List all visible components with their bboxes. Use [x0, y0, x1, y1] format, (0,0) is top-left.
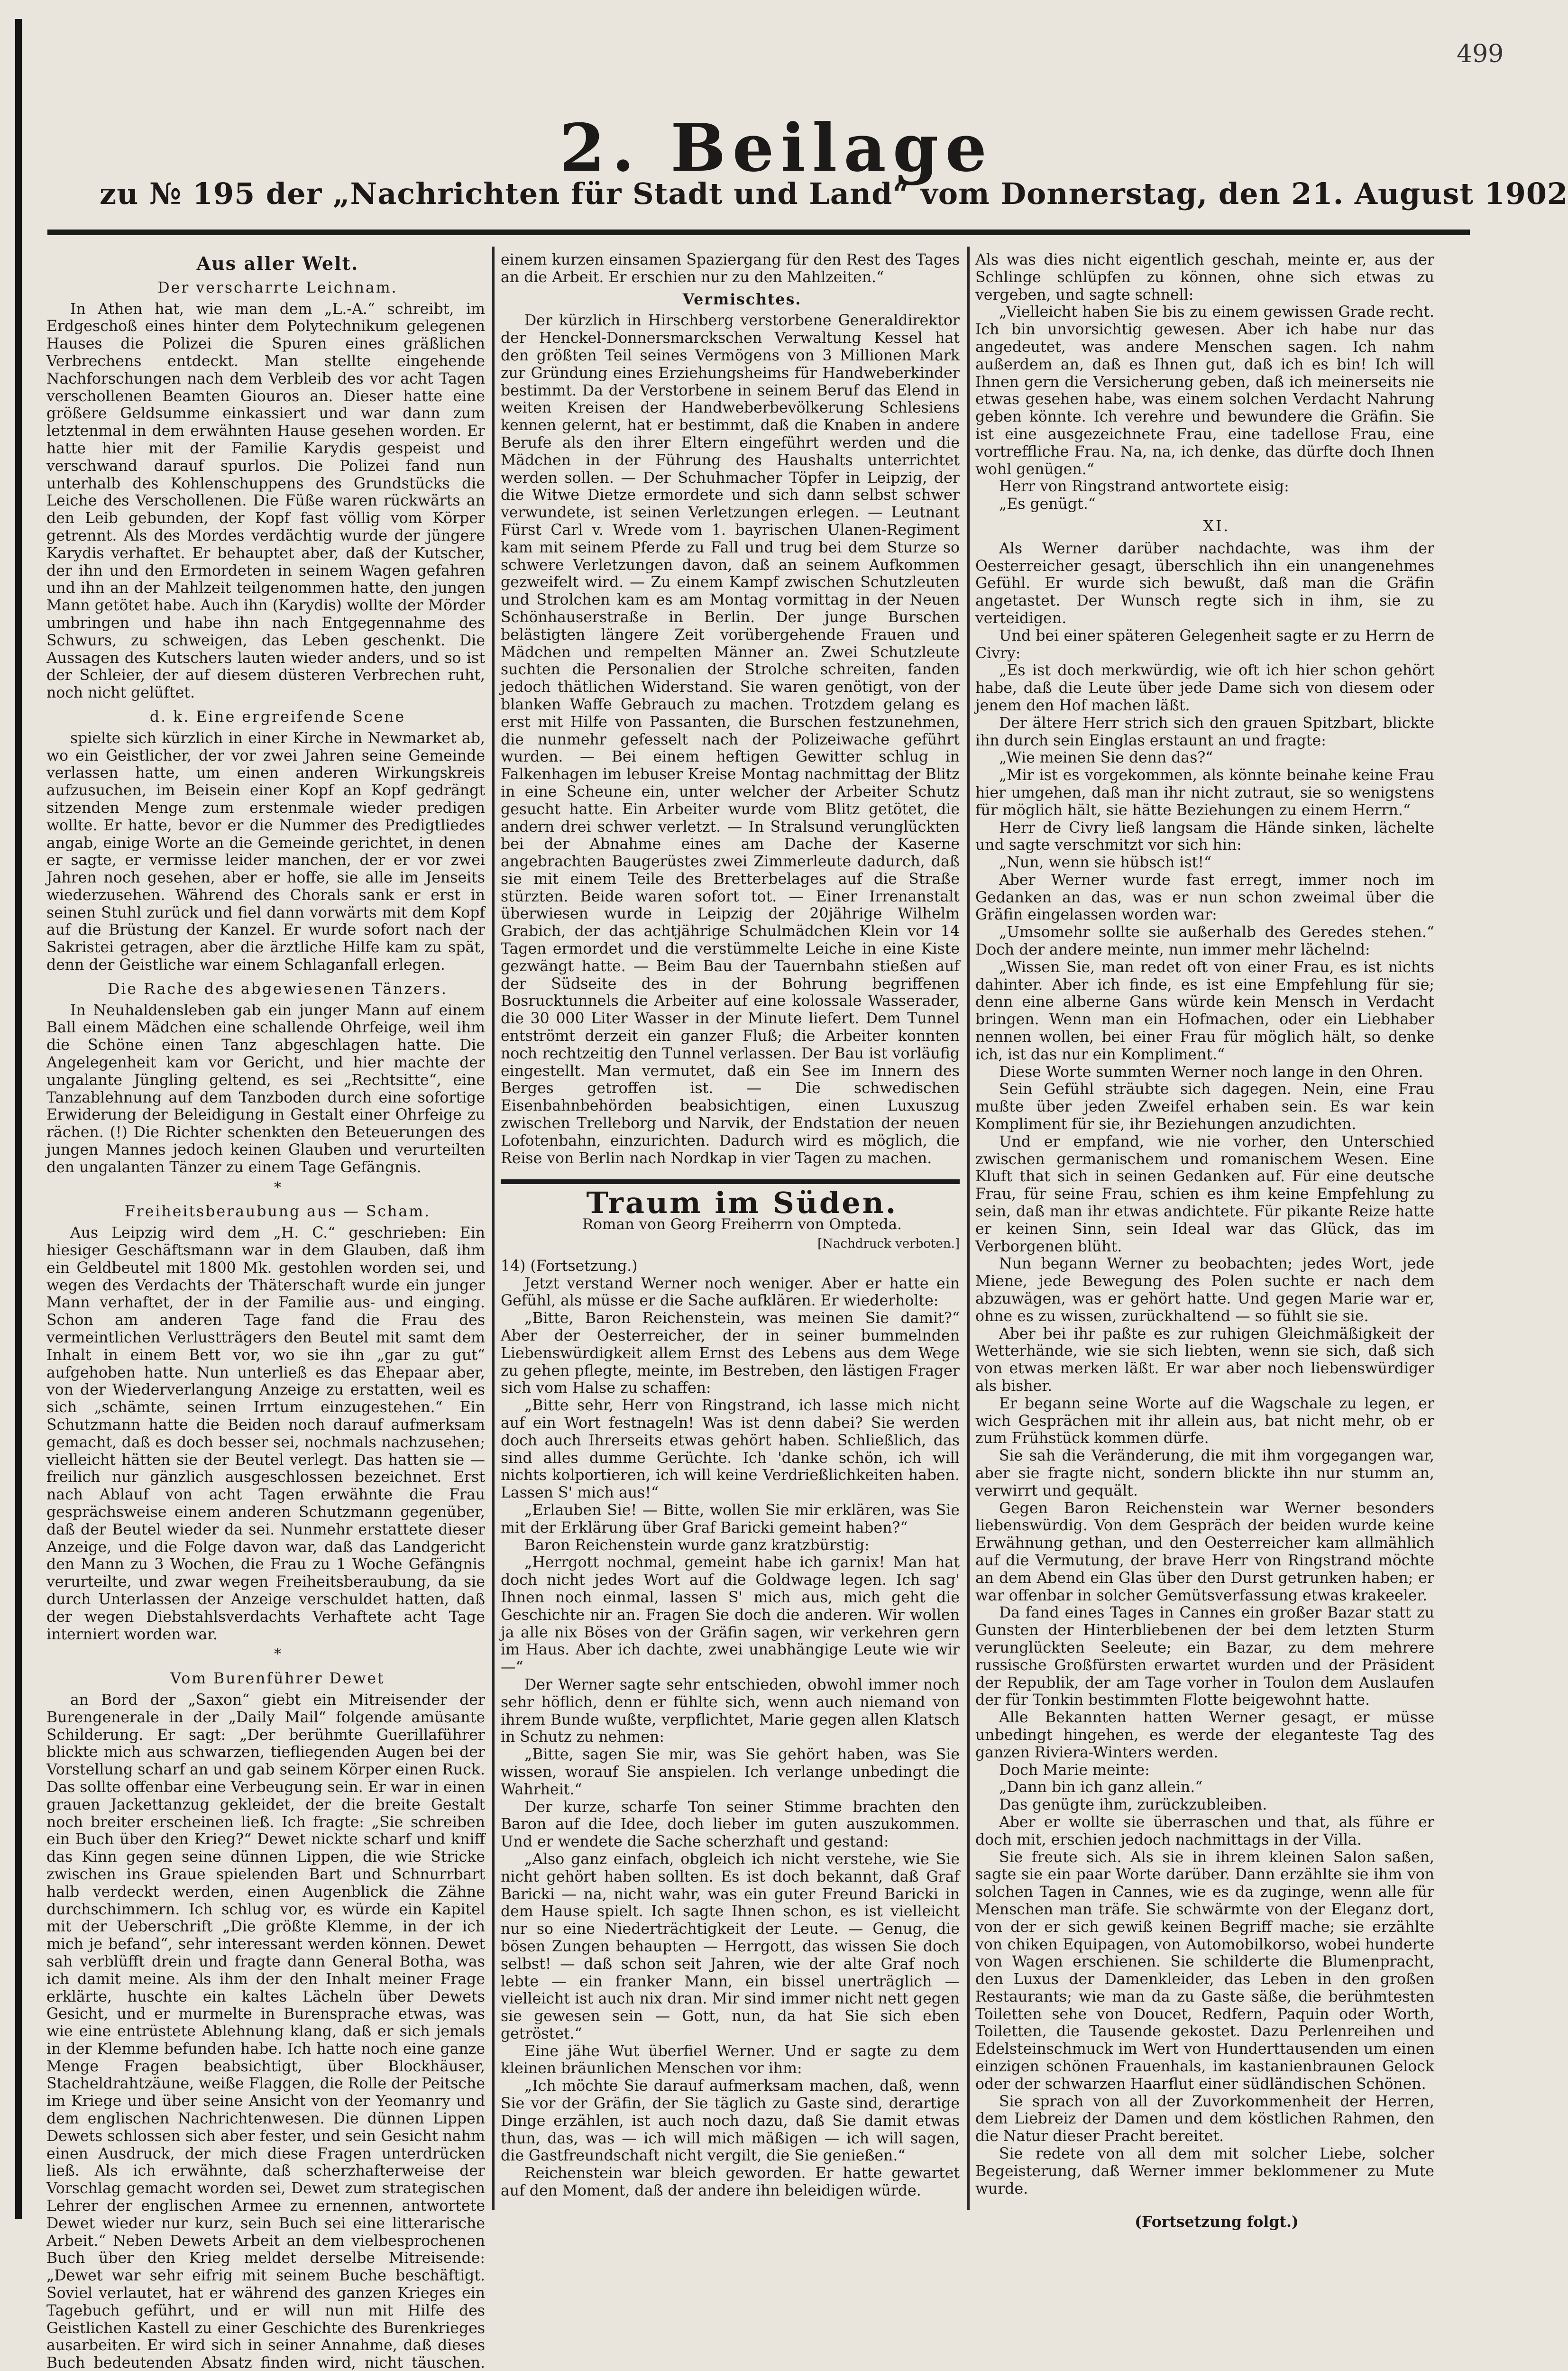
paragraph: Aber Werner wurde fast erregt, immer noch im Gedanken an das, was er nun schon zweimal über die Gräfin eingelassen worden war:: [975, 871, 1434, 924]
serial-author: Roman von Georg Freiherrn von Ompteda.: [582, 1216, 902, 1233]
paragraph: Herr von Ringstrand antwortete eisig:: [999, 478, 1289, 496]
supplement-subtitle: zu № 195 der „Nachrichten für Stadt und Land“ vom Donnerstag, den 21. August 1902: [100, 176, 1568, 211]
section-heading: Vermischtes.: [682, 290, 802, 308]
paragraph: Der ältere Herr strich sich den grauen Spitzbart, blickte ihn durch sein Einglas erstaunt an und fragte:: [975, 714, 1434, 749]
paragraph: „Wie meinen Sie denn das?“: [999, 749, 1213, 767]
paragraph: „Bitte, sagen Sie mir, was Sie gehört haben, was Sie wissen, worauf Sie anspielen. Ich verlange unbedingt die Wahrheit.“: [501, 1746, 960, 1798]
paragraph: Aber er wollte sie überraschen und that, als führe er doch mit, erschien jedoch nachmittags in der Villa.: [975, 1813, 1434, 1848]
story-rule: [501, 1179, 960, 1184]
paragraph: „Erlauben Sie! — Bitte, wollen Sie mir erklären, was Sie mit der Erklärung über Graf Baricki gemeint haben?“: [501, 1501, 960, 1536]
article-headline: Die Rache des abgewiesenen Tänzers.: [108, 980, 448, 998]
paragraph: Und bei einer späteren Gelegenheit sagte er zu Herrn de Civry:: [975, 627, 1434, 662]
paragraph: Sie sah die Veränderung, die mit ihm vorgegangen war, aber sie fragte nicht, sondern blickte ihn nur stumm an, verwirrt und gequält.: [975, 1447, 1434, 1499]
paragraph: „Ich möchte Sie darauf aufmerksam machen, daß, wenn Sie vor der Gräfin, der Sie täglich zu Gaste sind, derartige Dinge erzählen, ist auch noch dazu, daß Sie damit etwas thun, das, was — ich will mich mäßigen — ich will sagen, die Gastfreundschaft nicht vergilt, die Sie genießen.“: [501, 2077, 960, 2165]
paragraph: „Dann bin ich ganz allein.“: [999, 1779, 1203, 1796]
paragraph: Sie sprach von all der Zuvorkommenheit der Herren, dem Liebreiz der Damen und dem köstlichen Rahmen, den die Natur dieser Pracht bereitet.: [975, 2093, 1434, 2145]
paragraph: In Neuhaldensleben gab ein junger Mann auf einem Ball einem Mädchen eine schallende Ohrfeige, weil ihm die Schöne einen Tanz abgeschlagen hatte. Die Angelegenheit kam vor Gericht, und hier machte der ungalante Jüngling geltend, es sei „Rechtsitte“, eine Tanzablehnung auf dem Tanzboden durch eine sofortige Erwiderung der Beleidigung in Gestalt einer Ohrfeige zu rächen. (!) Die Richter schenkten den Beteuerungen des jungen Mannes jedoch keinen Glauben und verurteilten den ungalanten Tänzer zu einem Tage Gefängnis.: [46, 1002, 485, 1176]
article-headline: Freiheitsberaubung aus — Scham.: [124, 1203, 431, 1221]
paragraph: Und er empfand, wie nie vorher, den Unterschied zwischen germanischem und romanischem Wesen. Eine Kluft that sich in seinen Gedanken auf. Für eine deutsche Frau, für seine Frau, schien es ihm keine Empfehlung zu sein, daß man ihr etwas andichtete. Für pikante Reize hatte er keinen Sinn, sein Ideal war das Glück, das im Verborgenen blüht.: [975, 1133, 1434, 1255]
paragraph: Aus Leipzig wird dem „H. C.“ geschrieben: Ein hiesiger Geschäftsmann war in dem Glauben, daß ihm ein Geldbeutel mit 1800 Mk. gestohlen worden sei, und wegen des Verdachts der Thäterschaft wurde ein junger Mann verhaftet, der in der Familie aus- und einging. Schon am anderen Tage fand die Frau des vermeintlichen Verlustträgers den Beutel mit samt dem Inhalt in einem Bett vor, wo sie ihn „gar zu gut“ aufgehoben hatte. Nun unterließ es das Ehepaar aber, von der Wiederverlangung Anzeige zu erstatten, weil es sich „schämte, seinen Irrtum einzugestehen.“ Ein Schutzmann hatte die Beiden noch darauf aufmerksam gemacht, daß es doch besser sei, nochmals nachzusehen; vielleicht hätten sie der Beutel verlegt. Das hatten sie — freilich nur gänzlich ausgeschlossen bezeichnet. Erst nach Ablauf von acht Tagen erwähnte die Frau gesprächsweise einem anderen Schutzmann gegenüber, daß der Beutel wieder da sei. Nunmehr erstattete dieser Anzeige, und die Folge davon war, daß das Landgericht den Mann zu 3 Wochen, die Frau zu 1 Woche Gefängnis verurteilte, und zwar wegen Freiheitsberaubung, da sie durch Unterlassen der Anzeige verschuldet hatten, daß der wegen Diebstahlsverdachts Verhaftete acht Tage interniert worden war.: [46, 1224, 485, 1643]
paragraph: In Athen hat, wie man dem „L.-A.“ schreibt, im Erdgeschoß eines hinter dem Polytechnikum gelegenen Hauses die Polizei die Spuren eines gräßlichen Verbrechens entdeckt. Man stellte eingehende Nachforschungen nach dem Verbleib des vor acht Tagen verschollenen Beamten Giouros an. Dieser hatte eine größere Geldsumme einkassiert und war dann zum letztenmal in dem erwähnten Hause gesehen worden. Er hatte hier mit der Familie Karydis gespeist und verschwand darauf spurlos. Die Polizei fand nun unterhalb des Kohlenschuppens des Grundstücks die Leiche des Verschollenen. Die Füße waren rückwärts an den Leib gebunden, der Kopf fast völlig vom Körper getrennt. Als des Mordes verdächtig wurde der jüngere Karydis verhaftet. Er behauptet aber, daß der Kutscher, der ihn und den Ermordeten in seinem Wagen gefahren und ihn an der Mahlzeit teilgenommen hatte, den jungen Mann getötet habe. Auch ihn (Karydis) wollte der Mörder umbringen und habe ihn nach Entgegennahme des Schwurs, zu schweigen, das Leben geschenkt. Die Aussagen des Kutschers lauten wieder anders, und so ist der Schleier, der auf diesem düsteren Verbrechen ruht, noch nicht gelüftet.: [46, 300, 485, 702]
paragraph: Eine jähe Wut überfiel Werner. Und er sagte zu dem kleinen bräunlichen Menschen vor ihm:: [501, 2042, 960, 2077]
paragraph: 14) (Fortsetzung.): [501, 1257, 638, 1275]
section-separator: *: [274, 1179, 281, 1196]
column-3: [975, 251, 1434, 2231]
paragraph: „Nun, wenn sie hübsch ist!“: [999, 854, 1212, 872]
paragraph: Sein Gefühl sträubte sich dagegen. Nein, eine Frau mußte über jeden Zweifel erhaben sein. Es war kein Kompliment für sie, ihr Beziehungen anzudichten.: [975, 1081, 1434, 1133]
paragraph: einem kurzen einsamen Spaziergang für den Rest des Tages an die Arbeit. Er erschien nur zu den Mahlzeiten.“: [501, 251, 960, 286]
column-2: [501, 251, 960, 2210]
paragraph: „Bitte sehr, Herr von Ringstrand, ich lasse mich nicht auf ein Wort festnageln! Was ist denn dabei? Sie werden doch auch Ihrerseits etwas gehört haben. Schließlich, das sind alles dumme Gerüchte. Ich 'danke schön, ich will nichts kolportieren, ich will keine Verdrießlichkeiten haben. Lassen S' mich aus!“: [501, 1397, 960, 1502]
paragraph: spielte sich kürzlich in einer Kirche in Newmarket ab, wo ein Geistlicher, der vor zwei Jahren seine Gemeinde verlassen hatte, um einen anderen Wirkungskreis aufzusuchen, im Beisein einer Kopf an Kopf gedrängt sitzenden Menge zum erstenmale wieder predigen wollte. Er hatte, bevor er die Nummer des Predigtliedes angab, einige Worte an die Gemeinde gerichtet, in denen er sagte, er vermisse leider manchen, der er vor zwei Jahren noch gesehen, aber er hoffe, sie alle im Jenseits wiederzusehen. Während des Chorals sank er erst in seinen Stuhl zurück und fiel dann vorwärts mit dem Kopf auf die Brüstung der Kanzel. Er wurde sofort nach der Sakristei getragen, aber die ärztliche Hilfe kam zu spät, denn der Geistliche war einem Schlaganfall erlegen.: [46, 729, 485, 974]
masthead-rule: [47, 230, 1470, 235]
paragraph: „Es genügt.“: [999, 496, 1096, 513]
article-headline: Der verscharrte Leichnam.: [157, 279, 398, 296]
section-separator: *: [274, 1646, 281, 1663]
paragraph: Der kürzlich in Hirschberg verstorbene Generaldirektor der Henckel-Donnersmarckschen Verwaltung Kessel hat den größten Teil seines Vermögens von 3 Millionen Mark zur Gründung eines Erziehungsheims für Handweberkinder bestimmt. Da der Verstorbene in seinem Beruf das Elend in weiten Kreisen der Handweberbevölkerung Schlesiens kennen gelernt, hat er bestimmt, daß die Knaben in andere Berufe als den ihrer Eltern eingeführt werden und die Mädchen in der Führung des Haushalts unterrichtet werden sollen. — Der Schuhmacher Töpfer in Leipzig, der die Witwe Dietze ermordete und sich dann selbst schwer verwundete, ist seinen Verletzungen erlegen. — Leutnant Fürst Carl v. Wrede vom 1. bayrischen Ulanen-Regiment kam mit seinem Pferde zu Fall und trug bei dem Sturze so schwere Verletzungen davon, daß an seinem Aufkommen gezweifelt wird. — Zu einem Kampf zwischen Schutzleuten und Strolchen kam es am Montag vormittag in der Neuen Schönhauserstraße in Berlin. Der junge Burschen belästigten längere Zeit vorübergehende Frauen und Mädchen und rempelten Männer an. Zwei Schutzleute suchten die Personalien der Strolche schreiten, fanden jedoch thätlichen Widerstand. Sie waren genötigt, von der blanken Waffe Gebrauch zu machen. Trotzdem gelang es erst mit Hilfe von Passanten, die Burschen festzunehmen, die nunmehr gefesselt nach der Polizeiwache geführt wurden. — Bei einem heftigen Gewitter schlug in Falkenhagen im lebuser Kreise Montag nachmittag der Blitz in eine Scheune ein, unter welcher der Arbeiter Schutz gesucht hatte. Ein Arbeiter wurde vom Blitz getötet, die andern drei schwer verletzt. — In Stralsund verunglückten bei der Abnahme eines am Dache der Kaserne angebrachten Baugerüstes zwei Zimmerleute dadurch, daß sie mit einem Teile des Bretterbelages auf die Straße stürzten. Beide waren sofort tot. — Einer Irrenanstalt überwiesen wurde in Leipzig der 20jährige Wilhelm Grabich, der das achtjährige Schulmädchen Klein vor 14 Tagen ermordet und die verstümmelte Leiche in eine Kiste gezwängt hatte. — Beim Bau der Tauernbahn stießen auf der Südseite des in der Bohrung begriffenen Bosrucktunnels die Arbeiter auf eine kolossale Wasserader, die 30 000 Liter Wasser in der Minute liefert. Dem Tunnel entströmt derzeit ein ganzer Fluß; die Arbeiter konnten noch rechtzeitig den Tunnel verlassen. Der Bau ist vorläufig eingestellt. Man vermutet, daß ein See im Innern des Berges getroffen ist. — Die schwedischen Eisenbahnbehörden beabsichtigen, einen Luxuszug zwischen Trelleborg und Narvik, der Endstation der neuen Lofotenbahn, einzurichten. Dadurch wird es möglich, die Reise von Berlin nach Nordkap in vier Tagen zu machen.: [501, 312, 960, 1167]
paragraph: „Mir ist es vorgekommen, als könnte beinahe keine Frau hier umgehen, daß man ihr nicht zutraut, sie so wenigstens für möglich hält, sie hätte Beziehungen zu einem Herrn.“: [975, 767, 1434, 819]
paragraph: Aber bei ihr paßte es zur ruhigen Gleichmäßigkeit der Wetterhände, wie sie sich liebten, wenn sie sich, daß sich von etwas merken läßt. Er war aber noch liebenswürdiger als bisher.: [975, 1325, 1434, 1395]
column-divider: [492, 247, 495, 2210]
serial-title: Traum im Süden.: [586, 1186, 898, 1221]
paragraph: Sie freute sich. Als sie in ihrem kleinen Salon saßen, sagte sie ein paar Worte darüber. Dann erzählte sie ihm von solchen Tagen in Cannes, wie es da zuginge, wenn alle für Menschen man träfe. Sie schwärmte von der Eleganz dort, von der er sich gewiß keinen Begriff mache; sie erzählte von chiken Equipagen, von Automobilkorso, wobei hunderte von Wagen erschienen. Sie schilderte die Blumenpracht, den Luxus der Damenkleider, das Leben in den großen Restaurants; wie man da zu Gaste säße, die berühmtesten Toiletten sehe von Doucet, Redfern, Paquin oder Worth, Toiletten, die Tausende gekostet. Dazu Perlenreihen und Edelsteinschmuck im Wert von Hunderttausenden um einen einzigen schönen Frauenhals, im kastanienbraunen Gelock oder der schwarzen Haarflut einer südländischen Schönen.: [975, 1848, 1434, 2093]
paragraph: Er begann seine Worte auf die Wagschale zu legen, er wich Gesprächen mit ihr allein aus, bat nicht mehr, ob er zum Frühstück kommen dürfe.: [975, 1395, 1434, 1447]
article-headline: d. k. Eine ergreifende Scene: [149, 708, 406, 726]
paragraph: „Vielleicht haben Sie bis zu einem gewissen Grade recht. Ich bin unvorsichtig gewesen. Aber ich habe nur das angedeutet, was andere Menschen sagen. Ich nahm außerdem an, daß es Ihnen gut, daß ich es bin! Ich will Ihnen gern die Versicherung geben, daß ich meinerseits nie etwas gesehen habe, was einem solchen Verdacht Nahrung geben könnte. Ich verehre und bewundere die Gräfin. Sie ist eine ausgezeichnete Frau, eine tadellose Frau, eine vortreffliche Frau. Na, na, ich denke, das dürfte doch Ihnen wohl genügen.“: [975, 303, 1434, 478]
binding-edge: [15, 19, 22, 2219]
paragraph: Nun begann Werner zu beobachten; jedes Wort, jede Miene, jede Bewegung des Polen suchte er nach dem abzuwägen, was er gehört hatte. Und gegen Marie war er, ohne es zu wissen, zurückhaltend — so fühlt sie sie.: [975, 1255, 1434, 1325]
paragraph: Da fand eines Tages in Cannes ein großer Bazar statt zu Gunsten der Hinterbliebenen der bei dem letzten Sturm verunglückten Seeleute; ein Bazar, zu dem mehrere russische Großfürsten erwartet wurden und der Präsident der Republik, der am Tage vorher in Toulon dem Auslaufen der für Tonkin bestimmten Flotte beigewohnt hatte.: [975, 1604, 1434, 1709]
paragraph: Doch Marie meinte:: [999, 1761, 1150, 1779]
paragraph: Herr de Civry ließ langsam die Hände sinken, lächelte und sagte verschmitzt vor sich hin:: [975, 819, 1434, 854]
paragraph: Als was dies nicht eigentlich geschah, meinte er, aus der Schlinge schlüpfen zu können, ohne sich etwas zu vergeben, und sagte schnell:: [975, 251, 1434, 303]
article-headline: Vom Burenführer Dewet: [170, 1670, 385, 1688]
chapter-number: XI.: [1203, 517, 1230, 535]
paragraph: Jetzt verstand Werner noch weniger. Aber er hatte ein Gefühl, als müsse er die Sache aufklären. Er wiederholte:: [501, 1275, 960, 1310]
paragraph: Alle Bekannten hatten Werner gesagt, er müsse unbedingt hingehen, es werde der eleganteste Tag des ganzen Riviera-Winters werden.: [975, 1709, 1434, 1761]
reprint-notice: [Nachdruck verboten.]: [817, 1237, 960, 1251]
supplement-title: 2. Beilage: [559, 109, 994, 186]
paragraph: „Umsomehr sollte sie außerhalb des Geredes stehen.“ Doch der andere meinte, nun immer mehr lächelnd:: [975, 924, 1434, 959]
continuation-note: (Fortsetzung folgt.): [1135, 2213, 1299, 2231]
paragraph: Der kurze, scharfe Ton seiner Stimme brachten den Baron auf die Idee, doch lieber im guten auszukommen. Und er wendete die Sache scherzhaft und gestand:: [501, 1798, 960, 1851]
section-title: Aus aller Welt.: [196, 253, 359, 274]
paragraph: Baron Reichenstein wurde ganz kratzbürstig:: [524, 1536, 870, 1554]
paragraph: Sie redete von all dem mit solcher Liebe, solcher Begeisterung, daß Werner immer beklommener zu Mute wurde.: [975, 2145, 1434, 2197]
paragraph: „Herrgott nochmal, gemeint habe ich garnix! Man hat doch nicht jedes Wort auf die Goldwage legen. Ich sag' Ihnen noch einmal, lassen S' mich aus, mich geht die Geschichte nir an. Fragen Sie doch die anderen. Wir wollen ja alle nix Böses von der Gräfin sagen, wir verkehren gern im Haus. Aber ich dachte, zwei unabhängige Leute wie wir —“: [501, 1554, 960, 1676]
paragraph: „Wissen Sie, man redet oft von einer Frau, es ist nichts dahinter. Aber ich finde, es ist eine Empfehlung für sie; denn eine alberne Gans würde kein Mensch in Verdacht bringen. Wenn man ein Hofmachen, oder ein Liebhaber nennen wollen, bei einer Frau für möglich hält, so denke ich, ist das nur ein Kompliment.“: [975, 958, 1434, 1063]
paragraph: Der Werner sagte sehr entschieden, obwohl immer noch sehr höflich, denn er fühlte sich, wenn auch niemand von ihrem Bunde wußte, verpflichtet, Marie gegen allen Klatsch in Schutz zu nehmen:: [501, 1676, 960, 1746]
column-divider: [967, 247, 970, 2210]
paragraph: Als Werner darüber nachdachte, was ihm der Oesterreicher gesagt, überschlich ihn ein unangenehmes Gefühl. Er wurde sich bewußt, daß man die Gräfin angetastet. Der Wunsch regte sich in ihm, sie zu verteidigen.: [975, 540, 1434, 627]
paragraph: an Bord der „Saxon“ giebt ein Mitreisender der Burengenerale in der „Daily Mail“ folgende amüsante Schilderung. Er sagt: „Der berühmte Guerillaführer blickte mich aus schwarzen, tiefliegenden Augen bei der Vorstellung scharf an und gab seinem Körper einen Ruck. Das sollte offenbar eine Verbeugung sein. Er war in einen grauen Jackettanzug gekleidet, der die breite Gestalt noch breiter erscheinen ließ. Ich fragte: „Sie schreiben ein Buch über den Krieg?“ Dewet nickte scharf und kniff das Kinn gegen seine dünnen Lippen, die wie Stricke zwischen ins Graue spielenden Bart und Schnurrbart halb verdeckt werden, einen Augenblick die Zähne durchschimmern. Ich schlug vor, es würde ein Kapitel mit der Ueberschrift „Die größte Klemme, in der ich mich je befand“, sehr interessant werden können. Dewet sah verblüfft drein und fragte dann General Botha, was ich damit meine. Als ihm der den Inhalt meiner Frage erklärte, huschte ein kaltes Lächeln über Dewets Gesicht, und er murmelte in Burensprache etwas, was wie eine entrüstete Ablehnung klang, daß er sich jemals in der Klemme befunden habe. Ich hatte noch eine ganze Menge Fragen beabsichtigt, über Blockhäuser, Stacheldrahtzäune, weiße Flaggen, die Rolle der Peitsche im Kriege und über seine Ansicht von der Yeomanry und dem englischen Nachrichtenwesen. Die dünnen Lippen Dewets schlossen sich aber fester, und sein Gesicht nahm einen Ausdruck, der mich diese Fragen unterdrücken ließ. Als ich erwähnte, daß scherzhafterweise der Vorschlag gemacht worden sei, Dewet zum strategischen Lehrer der englischen Armee zu ernennen, antwortete Dewet wieder nur kurz, sein Buch sei eine litterarische Arbeit.“ Neben Dewets Arbeit an dem vielbesprochenen Buch über den Krieg meldet derselbe Mitreisende: „Dewet war sehr eifrig mit seinem Buche beschäftigt. Soviel verlautet, hat er während des ganzen Krieges ein Tagebuch geführt, und er will nun mit Hilfe des Geistlichen Kastell zu einer Geschichte des Burenkrieges ausarbeiten. Er wird sich in seiner Annahme, daß dieses Buch bedeutenden Absatz finden wird, nicht täuschen.: [46, 1691, 485, 2371]
paragraph: „Bitte, Baron Reichenstein, was meinen Sie damit?“ Aber der Oesterreicher, der in seiner bummelnden Liebenswürdigkeit allem Ernst des Lebens aus dem Wege zu gehen pflegte, meinte, im Bestreben, den lästigen Frager sich vom Halse zu schaffen:: [501, 1310, 960, 1397]
column-1: [46, 251, 485, 2371]
paragraph: Reichenstein war bleich geworden. Er hatte gewartet auf den Moment, daß der andere ihn beleidigen würde.: [501, 2165, 960, 2200]
paragraph: Diese Worte summten Werner noch lange in den Ohren.: [999, 1063, 1423, 1081]
paragraph: Gegen Baron Reichenstein war Werner besonders liebenswürdig. Von dem Gespräch der beiden wurde keine Erwähnung gethan, und den Oesterreicher kam allmählich auf die Vermutung, der brave Herr von Ringstrand möchte an dem Abend ein Glas über den Durst getrunken haben; er war offenbar in solcher Gemütsverfassung etwas krakeeler.: [975, 1499, 1434, 1604]
paragraph: „Also ganz einfach, obgleich ich nicht verstehe, wie Sie nicht gehört haben sollten. Es ist doch bekannt, daß Graf Baricki — na, nicht wahr, was ein guter Freund Baricki in dem Hause spielt. Ich sagte Ihnen schon, es ist vielleicht nur so eine Niederträchtigkeit der Leute. — Genug, die bösen Zungen behaupten — Herrgott, das wissen Sie doch selbst! — daß schon seit Jahren, wie der alte Graf noch lebte — ein franker Mann, ein bissel unerträglich — vielleicht ist auch nix dran. Mir sind immer nicht nett gegen sie gewesen sein — Gott, nun, da hat Sie sich eben getröstet.“: [501, 1850, 960, 2042]
paragraph: „Es ist doch merkwürdig, wie oft ich hier schon gehört habe, daß die Leute über jede Dame sich von diesem oder jenem den Hof machen läßt.: [975, 662, 1434, 714]
page-number: 499: [1457, 40, 1504, 68]
paragraph: Das genügte ihm, zurückzubleiben.: [999, 1796, 1267, 1814]
